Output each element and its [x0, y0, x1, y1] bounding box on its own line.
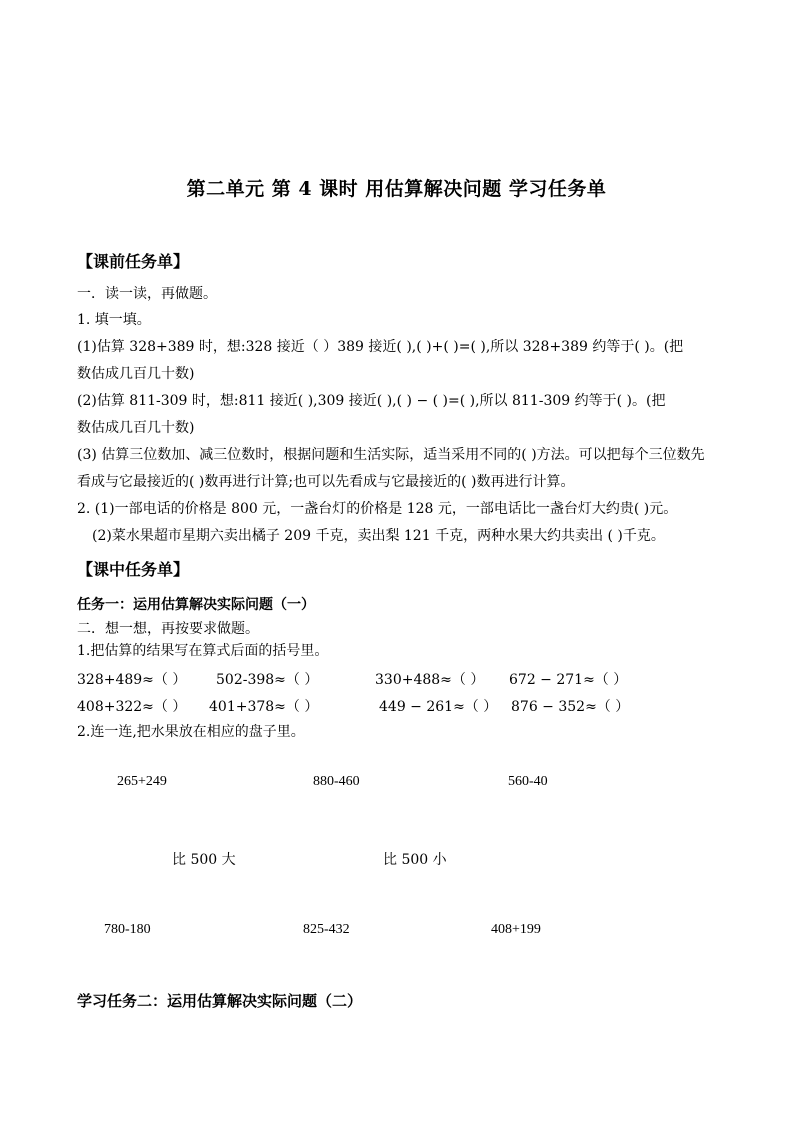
estimate-item: 449 − 261≈（ ） [379, 699, 498, 715]
estimate-item: 672 − 271≈（ ） [509, 672, 628, 688]
task-one-title: 任务一：运用估算解决实际问题（一） [77, 597, 315, 613]
question-2-2: (2)菜水果超市星期六卖出橘子 209 千克，卖出梨 121 千克，两种水果大约共卖出 ( )千克。 [92, 528, 665, 544]
question-1c-line2: 看成与它最接近的( )数再进行计算;也可以先看成与它最接近的( )数再进行计算。 [77, 474, 575, 490]
estimate-item: 330+488≈（ ） [375, 672, 485, 688]
fruit-expression[interactable]: 408+199 [491, 922, 541, 937]
question-1c-line1: (3) 估算三位数加、减三位数时，根据问题和生活实际，适当采用不同的( )方法。可以把每个三位数先 [77, 447, 705, 463]
pre-class-heading: 【课前任务单】 [77, 252, 190, 271]
plate-greater-500[interactable]: 比 500 大 [172, 852, 236, 868]
in-class-heading: 【课中任务单】 [77, 560, 190, 579]
plate-less-500[interactable]: 比 500 小 [383, 852, 447, 868]
question-1a-line2: 数估成几百几十数) [77, 366, 195, 382]
estimate-item: 408+322≈（ ） [77, 699, 187, 715]
fruit-expression[interactable]: 780-180 [104, 922, 151, 937]
question-1b-line2: 数估成几百几十数) [77, 420, 195, 436]
question-1b-line1: (2)估算 811-309 时，想:811 接近( ),309 接近( ),( ) − ( )=( ),所以 811-309 约等于( )。(把 [77, 393, 666, 409]
question-1a-line1: (1)估算 328+389 时，想:328 接近（ ）389 接近( ),( )+( )=( ),所以 328+389 约等于( )。(把 [77, 339, 684, 355]
fruit-expression[interactable]: 265+249 [117, 774, 167, 789]
question-2-1: 2. (1)一部电话的价格是 800 元，一盏台灯的价格是 128 元，一部电话比一盏台灯大约贵( )元。 [77, 501, 678, 517]
fruit-expression[interactable]: 880-460 [313, 774, 360, 789]
task-two-title: 学习任务二：运用估算解决实际问题（二） [77, 992, 363, 1010]
section-one-header: 一．读一读，再做题。 [77, 286, 217, 302]
estimate-instruction: 1.把估算的结果写在算式后面的括号里。 [77, 643, 329, 659]
estimate-item: 502-398≈（ ） [216, 672, 319, 688]
estimate-item: 328+489≈（ ） [77, 672, 187, 688]
fill-in-label: 1. 填一填。 [77, 312, 151, 328]
fruit-expression[interactable]: 560-40 [508, 774, 548, 789]
estimate-item: 876 − 352≈（ ） [511, 699, 630, 715]
matching-instruction: 2.连一连,把水果放在相应的盘子里。 [77, 724, 305, 740]
fruit-expression[interactable]: 825-432 [303, 922, 350, 937]
estimate-item: 401+378≈（ ） [209, 699, 319, 715]
page-title: 第二单元 第 4 课时 用估算解决问题 学习任务单 [186, 178, 607, 200]
section-two-header: 二．想一想，再按要求做题。 [77, 621, 259, 637]
